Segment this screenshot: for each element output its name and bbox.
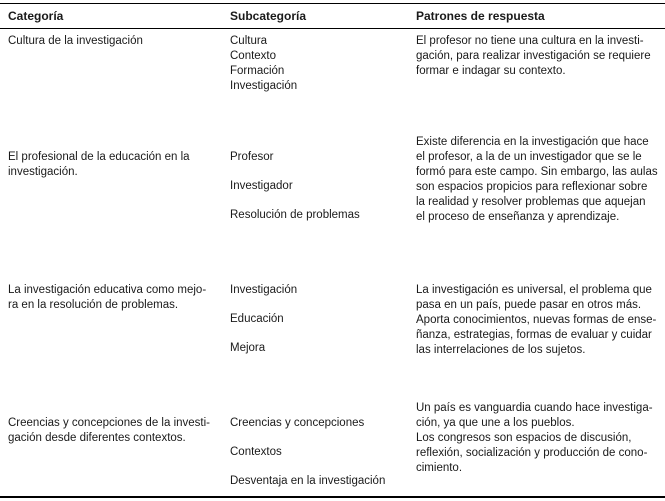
subcategory-item: Investigación bbox=[230, 80, 298, 92]
table-top-rule bbox=[0, 3, 665, 4]
subcategory-item: Investigación bbox=[230, 284, 298, 296]
row4-subcategory-2 bbox=[230, 445, 282, 460]
row1-category: Cultura de la investigación bbox=[8, 35, 143, 47]
subcategory-item: Mejora bbox=[230, 342, 266, 354]
row3-subcategory-3 bbox=[230, 341, 265, 356]
subcategory-item: Creencias y concepciones bbox=[230, 417, 365, 429]
row2-subcategory-3 bbox=[230, 208, 360, 223]
row2-subcategory-2 bbox=[230, 179, 293, 194]
subcategory-item: Profesor bbox=[230, 151, 274, 163]
row3-subcategory-1 bbox=[230, 283, 297, 298]
row3-subcategory-2 bbox=[230, 312, 284, 327]
subcategory-item: Desventaja en la investigación bbox=[230, 475, 386, 487]
subcategory-item: Contextos bbox=[230, 446, 282, 458]
header-patrones: Patrones de respuesta bbox=[416, 9, 545, 23]
subcategory-item: Cultura bbox=[230, 35, 268, 47]
row3-category: La investigación educativa como mejo- ra en la resolución de problemas. bbox=[8, 284, 207, 311]
header-rule bbox=[0, 28, 665, 29]
subcategory-item: Contexto bbox=[230, 50, 277, 62]
subcategory-item: Educación bbox=[230, 313, 284, 325]
row1-subcategories bbox=[230, 34, 297, 94]
subcategory-item: Investigador bbox=[230, 180, 293, 192]
table-bottom-rule bbox=[0, 496, 665, 498]
row4-subcategory-3 bbox=[230, 474, 385, 489]
subcategory-item: Resolución de problemas bbox=[230, 209, 360, 221]
row2-subcategories bbox=[230, 150, 273, 165]
subcategory-item: Formación bbox=[230, 65, 285, 77]
header-categoria: Categoría bbox=[8, 9, 64, 23]
row1-patterns: El profesor no tiene una cultura en la investi- gación, para realizar investigación se requiere formar e indagar su contexto. bbox=[416, 35, 651, 77]
row3-patterns: La investigación es universal, el problema que pasa en un país, puede pasar en otros más. Aporta conocimientos, nuevas formas de ense- ñanza, estrategias, formas de evaluar y cuidar las interrelaciones de los sujetos. bbox=[416, 284, 657, 356]
row2-category: El profesional de la educación en la investigación. bbox=[8, 151, 190, 178]
row4-category: Creencias y concepciones de la investi- gación desde diferentes contextos. bbox=[8, 417, 210, 444]
row2-patterns: Existe diferencia en la investigación que hace el profesor, a la de un investigador que se le formó para este campo. Sin embargo, las aulas son espacios propicios para reflexionar sobre la realidad y resolver problemas que aquejan el proceso de enseñanza y aprendizaje. bbox=[416, 136, 658, 223]
row4-subcategory-1 bbox=[230, 416, 364, 431]
header-subcategoria: Subcategoría bbox=[230, 9, 307, 23]
row4-patterns: Un país es vanguardia cuando hace investiga- ción, ya que une a los pueblos. Los congresos son espacios de discusión, reflexión, socialización y producción de cono- cimiento. bbox=[416, 402, 653, 474]
